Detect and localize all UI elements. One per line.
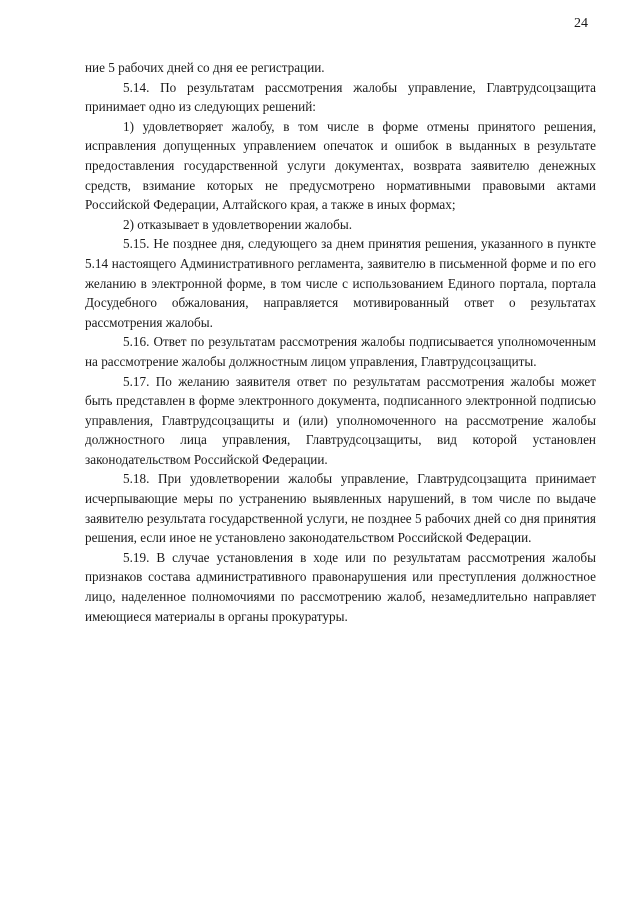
paragraph-5-18: 5.18. При удовлетворении жалобы управление, Главтрудсоцзащита принимает исчерпывающие меры по устранению выявленных нарушений, в том числе по выдаче заявителю результата государственной услуги, не позднее 5 рабочих дней со дня принятия решения, если иное не установлено законодательством Российской Федерации.: [85, 471, 596, 546]
page-number: 24: [574, 16, 588, 31]
paragraph-5-17: 5.17. По желанию заявителя ответ по результатам рассмотрения жалобы может быть представлен в форме электронного документа, подписанного электронной подписью управления, Главтрудсоцзащиты и (или) уполномоченного на рассмотрение жалобы должностного лица управления, Главтрудсоцзащиты, вид которой установлен законодательством Российской Федерации.: [85, 373, 596, 467]
paragraph-5-16: 5.16. Ответ по результатам рассмотрения жалобы подписывается уполномоченным на рассмотрение жалобы должностным лицом управления, Главтрудсоцзащиты.: [85, 334, 596, 369]
document-body: [85, 58, 596, 626]
paragraph-5-14-option-2: 2) отказывает в удовлетворении жалобы.: [123, 216, 353, 232]
paragraph-5-19: 5.19. В случае установления в ходе или по результатам рассмотрения жалобы признаков состава административного правонарушения или преступления должностное лицо, наделенное полномочиями по рассмотрению жалоб, незамедлительно направляет имеющиеся материалы в органы прокуратуры.: [85, 549, 596, 624]
paragraph-5-15: 5.15. Не позднее дня, следующего за днем принятия решения, указанного в пункте 5.14 настоящего Административного регламента, заявителю в письменной форме и по его желанию в электронной форме, в том числе с использованием Единого портала, портала Досудебного обжалования, направляется мотивированный ответ о результатах рассмотрения жалобы.: [85, 236, 596, 330]
paragraph-5-14: 5.14. По результатам рассмотрения жалобы управление, Главтрудсоцзащита принимает одно из следующих решений:: [85, 79, 596, 115]
paragraph-continuation: ние 5 рабочих дней со дня ее регистрации.: [85, 60, 325, 75]
paragraph-5-14-option-1: 1) удовлетворяет жалобу, в том числе в форме отмены принятого решения, исправления допущенных управлением опечаток и ошибок в выданных в результате предоставления государственной услуги документах, возврата заявителю денежных средств, взимание которых не предусмотрено нормативными правовыми актами Российской Федерации, Алтайского края, а также в иных формах;: [85, 118, 596, 213]
